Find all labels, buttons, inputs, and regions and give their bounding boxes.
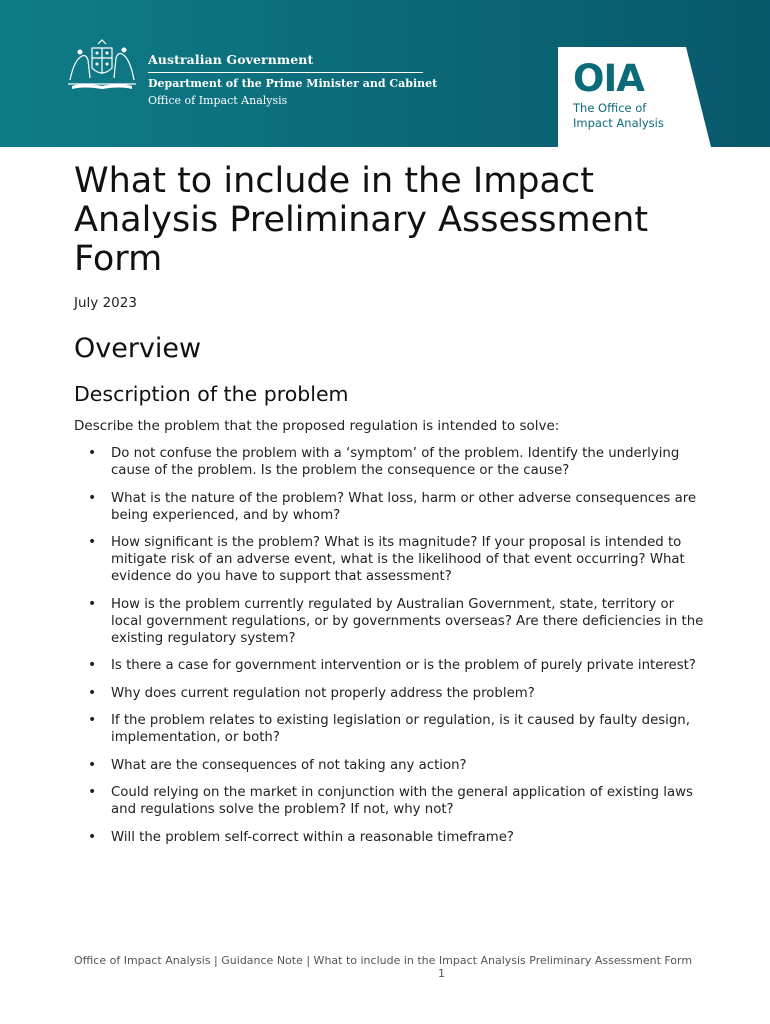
list-item: • What are the consequences of not taking any action? [74,757,704,774]
document-date: July 2023 [74,295,137,311]
list-item: • Will the problem self-correct within a reasonable timeframe? [74,829,704,846]
government-identity [148,52,437,107]
subheading-description-of-problem: Description of the problem [74,382,349,406]
office-name: Office of Impact Analysis [148,94,288,107]
oia-subtitle-line-1: The Office of [573,101,647,115]
list-item: • Do not confuse the problem with a ‘symptom’ of the problem. Identify the underlying cause of the problem. Is the problem the consequence or the cause? [74,445,704,479]
list-item: • How significant is the problem? What is its magnitude? If your proposal is intended to mitigate risk of an adverse event, what is the likelihood of that event occurring? What evidence do you have to support that assessment? [74,534,704,585]
intro-paragraph: Describe the problem that the proposed regulation is intended to solve: [74,418,560,434]
government-name: Australian Government [148,52,314,67]
department-name: Department of the Prime Minister and Cabinet [148,77,438,90]
problem-questions-list [74,445,704,856]
document-title: What to include in the Impact Analysis Preliminary Assessment Form [74,161,649,279]
oia-logo: OIA [573,57,644,100]
oia-logo-subtitle [573,101,664,131]
list-item: • Is there a case for government intervention or is the problem of purely private interest? [74,657,704,674]
oia-subtitle-line-2: Impact Analysis [573,116,664,130]
divider [148,72,423,73]
coat-of-arms-icon [64,38,140,92]
page-footer [74,954,704,980]
oia-logo-panel [558,47,718,147]
footer-text: Office of Impact Analysis | Guidance Note | What to include in the Impact Analysis Preliminary Assessment Form [74,954,693,967]
list-item: • If the problem relates to existing legislation or regulation, is it caused by faulty design, implementation, or both? [74,712,704,746]
page-header-banner [0,0,770,147]
page-number: 1 [438,966,445,980]
list-item: • Could relying on the market in conjunction with the general application of existing laws and regulations solve the problem? If not, why not? [74,784,704,818]
list-item: • Why does current regulation not properly address the problem? [74,685,704,702]
section-heading-overview: Overview [74,333,202,364]
list-item: • What is the nature of the problem? What loss, harm or other adverse consequences are being experienced, and by whom? [74,490,704,524]
list-item: • How is the problem currently regulated by Australian Government, state, territory or local government regulations, or by governments overseas? Are there deficiencies in the existing regulatory system? [74,596,704,647]
